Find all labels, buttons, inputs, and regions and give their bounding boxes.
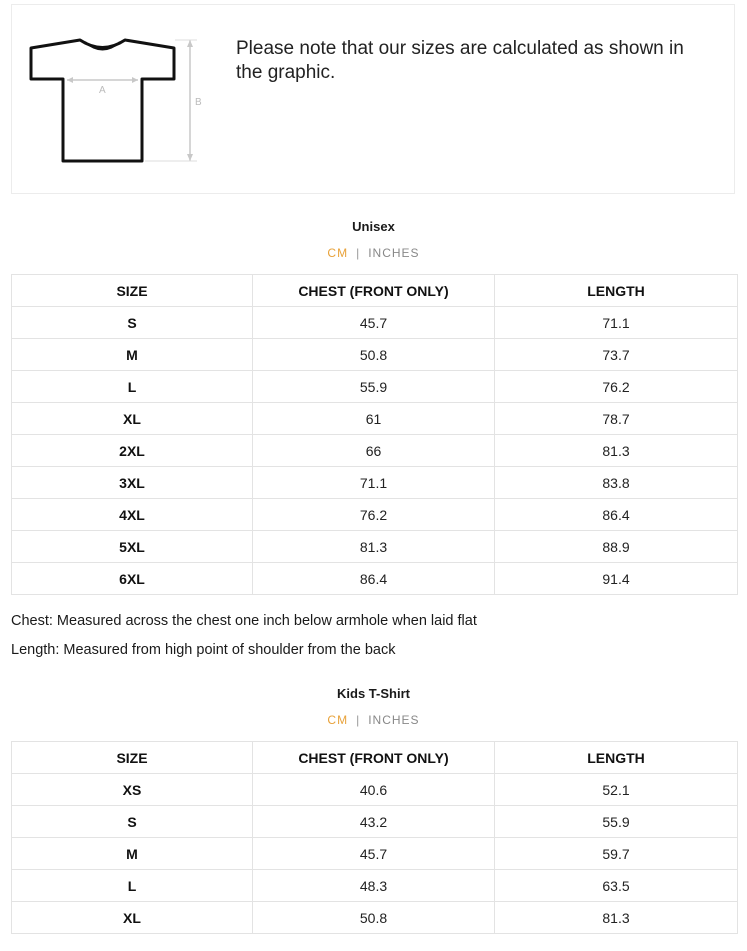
chest-cell: 40.6 xyxy=(253,774,495,806)
size-cell: 2XL xyxy=(12,435,253,467)
table-row xyxy=(12,563,738,595)
table-row xyxy=(12,435,738,467)
header-chest: CHEST (FRONT ONLY) xyxy=(253,275,495,307)
table-row xyxy=(12,499,738,531)
chest-cell: 45.7 xyxy=(253,838,495,870)
size-cell: XS xyxy=(12,774,253,806)
chest-cell: 61 xyxy=(253,403,495,435)
unit-separator: | xyxy=(356,713,361,727)
tshirt-measurement-diagram xyxy=(27,35,217,170)
size-cell: 4XL xyxy=(12,499,253,531)
chest-cell: 50.8 xyxy=(253,902,495,934)
size-cell: M xyxy=(12,339,253,371)
length-measure-note: Length: Measured from high point of shoulder from the back xyxy=(11,642,396,658)
unit-inches-link[interactable]: INCHES xyxy=(368,713,420,727)
chest-cell: 45.7 xyxy=(253,307,495,339)
chest-cell: 86.4 xyxy=(253,563,495,595)
length-cell: 59.7 xyxy=(495,838,738,870)
length-cell: 81.3 xyxy=(495,902,738,934)
length-cell: 83.8 xyxy=(495,467,738,499)
table-row xyxy=(12,806,738,838)
size-cell: S xyxy=(12,307,253,339)
header-size: SIZE xyxy=(12,275,253,307)
header-size: SIZE xyxy=(12,742,253,774)
chest-cell: 50.8 xyxy=(253,339,495,371)
size-cell: XL xyxy=(12,902,253,934)
chest-cell: 76.2 xyxy=(253,499,495,531)
chest-measure-note: Chest: Measured across the chest one inch below armhole when laid flat xyxy=(11,613,477,629)
length-cell: 63.5 xyxy=(495,870,738,902)
length-cell: 81.3 xyxy=(495,435,738,467)
size-cell: 3XL xyxy=(12,467,253,499)
chest-cell: 48.3 xyxy=(253,870,495,902)
header-chest: CHEST (FRONT ONLY) xyxy=(253,742,495,774)
header-length: LENGTH xyxy=(495,275,738,307)
size-note-box xyxy=(11,4,735,194)
table-row xyxy=(12,403,738,435)
unit-inches-link[interactable]: INCHES xyxy=(368,246,420,260)
size-cell: L xyxy=(12,371,253,403)
chest-cell: 71.1 xyxy=(253,467,495,499)
table-row xyxy=(12,870,738,902)
size-note-text: Please note that our sizes are calculated as shown in the graphic. xyxy=(236,38,684,83)
table-row xyxy=(12,531,738,563)
measure-b-label: B xyxy=(195,97,202,108)
table-row xyxy=(12,902,738,934)
measure-a-label: A xyxy=(99,85,106,96)
kids-size-table xyxy=(11,741,738,934)
chest-cell: 81.3 xyxy=(253,531,495,563)
unit-cm-link[interactable]: CM xyxy=(327,713,349,727)
chest-cell: 66 xyxy=(253,435,495,467)
unisex-size-table xyxy=(11,274,738,595)
header-length: LENGTH xyxy=(495,742,738,774)
unit-cm-link[interactable]: CM xyxy=(327,246,349,260)
length-cell: 52.1 xyxy=(495,774,738,806)
length-cell: 91.4 xyxy=(495,563,738,595)
length-cell: 71.1 xyxy=(495,307,738,339)
size-cell: XL xyxy=(12,403,253,435)
table-header-row xyxy=(12,275,738,307)
unisex-title: Unisex xyxy=(352,219,395,234)
table-row xyxy=(12,371,738,403)
chest-cell: 43.2 xyxy=(253,806,495,838)
length-cell: 78.7 xyxy=(495,403,738,435)
table-row xyxy=(12,467,738,499)
unisex-unit-toggle xyxy=(0,246,747,260)
table-header-row xyxy=(12,742,738,774)
size-cell: 5XL xyxy=(12,531,253,563)
chest-cell: 55.9 xyxy=(253,371,495,403)
length-cell: 88.9 xyxy=(495,531,738,563)
kids-unit-toggle xyxy=(0,713,747,727)
length-cell: 76.2 xyxy=(495,371,738,403)
table-row xyxy=(12,774,738,806)
length-cell: 55.9 xyxy=(495,806,738,838)
length-cell: 86.4 xyxy=(495,499,738,531)
size-cell: M xyxy=(12,838,253,870)
size-cell: L xyxy=(12,870,253,902)
table-row xyxy=(12,339,738,371)
size-cell: S xyxy=(12,806,253,838)
unit-separator: | xyxy=(356,246,361,260)
table-row xyxy=(12,307,738,339)
kids-title: Kids T-Shirt xyxy=(337,686,410,701)
table-row xyxy=(12,838,738,870)
size-cell: 6XL xyxy=(12,563,253,595)
length-cell: 73.7 xyxy=(495,339,738,371)
